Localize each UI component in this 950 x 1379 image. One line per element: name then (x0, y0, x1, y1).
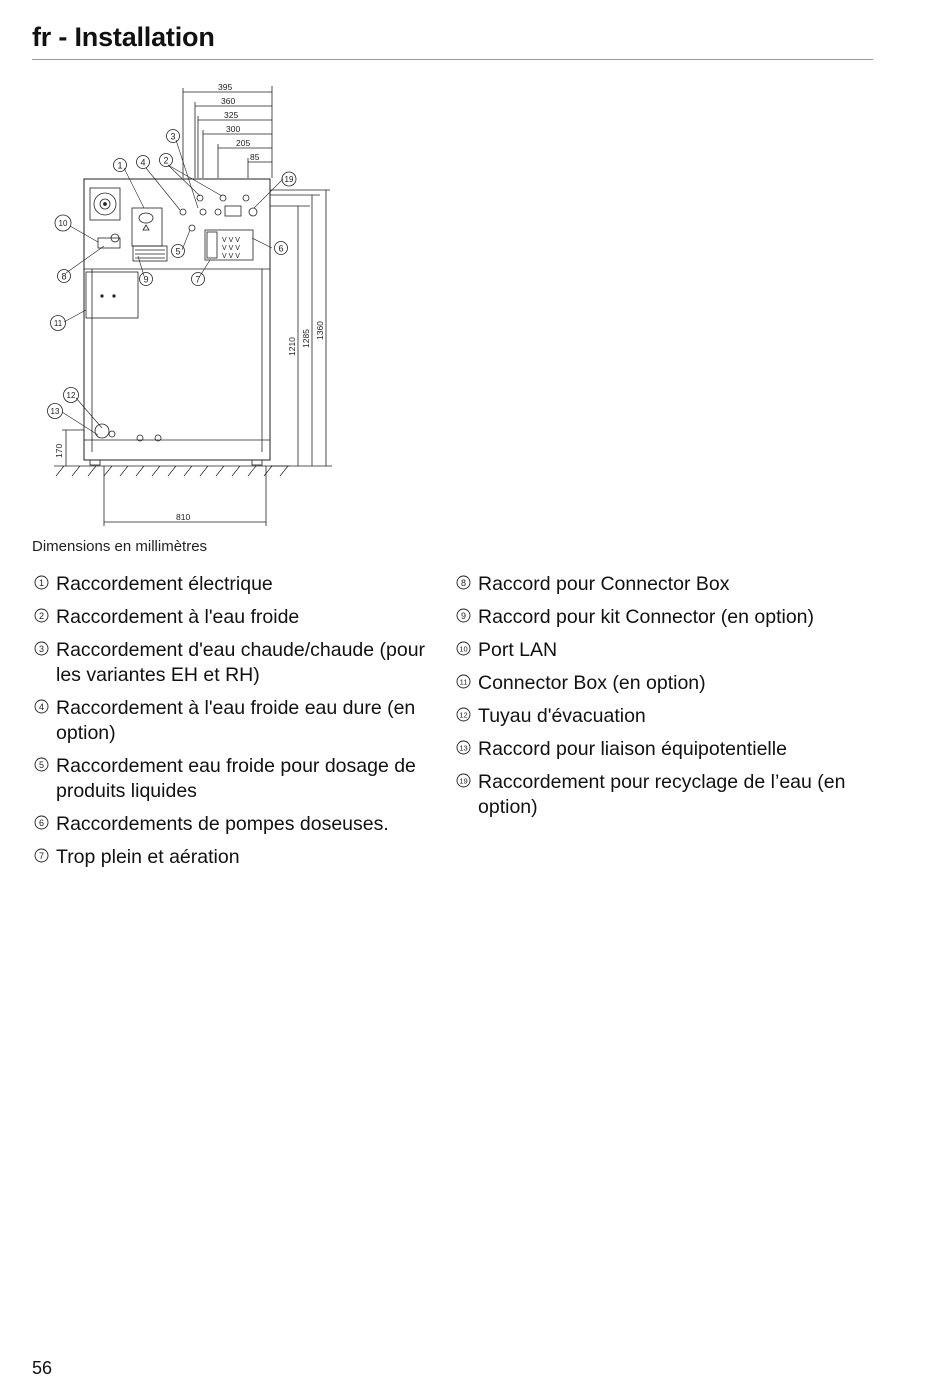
header-rule (32, 59, 873, 60)
legend-item (456, 770, 856, 820)
svg-text:7: 7 (38, 851, 45, 861)
legend-number-11 (456, 674, 473, 689)
legend-text: Raccordement à l'eau froide eau dure (en option) (56, 697, 416, 744)
legend-item (456, 572, 856, 597)
legend-text: Raccordements de pompes doseuses. (56, 813, 389, 835)
legend-text: Raccordement électrique (56, 573, 273, 595)
callout-4 (137, 156, 150, 169)
svg-text:12: 12 (66, 391, 76, 400)
callout-3 (167, 130, 180, 143)
svg-text:11: 11 (459, 677, 468, 687)
callout-6 (275, 242, 288, 255)
legend-number-7 (34, 848, 51, 863)
callout-19 (282, 172, 296, 186)
legend-number-9 (456, 608, 473, 623)
legend-number-8 (456, 575, 473, 590)
callout-7 (192, 273, 205, 286)
legend-text: Raccord pour kit Connector (en option) (478, 606, 815, 628)
legend-number-3 (34, 641, 51, 656)
legend-text: Raccordement eau froide pour dosage de produits liquides (56, 755, 416, 802)
legend-text: Tuyau d'évacuation (478, 705, 646, 727)
callout-1 (114, 159, 127, 172)
svg-text:V V V: V V V (222, 253, 240, 260)
legend-item (34, 812, 434, 837)
legend-item (456, 737, 856, 762)
page-number: 56 (32, 1358, 53, 1378)
svg-text:6: 6 (278, 243, 284, 254)
legend-number-10 (456, 641, 473, 656)
dim-325: 325 (224, 110, 239, 120)
legend-item (34, 605, 434, 630)
page-title: fr - Installation (32, 22, 215, 52)
svg-text:3: 3 (38, 644, 45, 654)
legend-text: Raccordement d'eau chaude/chaude (pour les variantes EH et RH) (56, 639, 426, 686)
dim-395: 395 (218, 82, 233, 92)
svg-text:13: 13 (50, 407, 60, 416)
svg-text:1: 1 (117, 160, 123, 171)
dim-300: 300 (226, 124, 241, 134)
dim-1360: 1360 (315, 321, 325, 340)
dim-1285: 1285 (301, 329, 311, 348)
callout-9 (140, 273, 153, 286)
svg-text:19: 19 (284, 175, 294, 184)
svg-text:8: 8 (61, 271, 67, 282)
svg-text:5: 5 (175, 246, 181, 257)
svg-text:10: 10 (459, 644, 468, 654)
callout-13 (48, 404, 63, 419)
legend-number-2 (34, 608, 51, 623)
callout-10 (55, 215, 71, 231)
svg-text:5: 5 (38, 760, 45, 770)
legend-text: Trop plein et aération (56, 846, 240, 868)
legend-item (34, 754, 434, 804)
legend-item (34, 572, 434, 597)
legend-number-6 (34, 815, 51, 830)
dim-205: 205 (236, 138, 251, 148)
svg-text:12: 12 (459, 710, 468, 720)
svg-text:19: 19 (459, 776, 468, 786)
legend-text: Raccordement à l'eau froide (56, 606, 300, 628)
legend-text: Port LAN (478, 639, 558, 661)
svg-text:V V V: V V V (222, 245, 240, 252)
svg-text:10: 10 (58, 219, 68, 228)
dim-1210: 1210 (287, 337, 297, 356)
svg-text:3: 3 (170, 131, 176, 142)
legend-text: Raccord pour liaison équipotentielle (478, 738, 787, 760)
callout-8 (58, 270, 71, 283)
legend-text: Raccordement pour recyclage de l’eau (en option) (478, 771, 846, 818)
legend-number-13 (456, 740, 473, 755)
figure-caption: Dimensions en millimètres (32, 538, 208, 555)
svg-text:7: 7 (195, 274, 201, 285)
svg-text:8: 8 (460, 578, 467, 588)
legend-text: Connector Box (en option) (478, 672, 706, 694)
legend-item (456, 605, 856, 630)
dim-170: 170 (54, 443, 64, 458)
svg-text:6: 6 (38, 818, 45, 828)
legend-item (34, 845, 434, 870)
legend-list-right (456, 572, 856, 828)
legend-number-19 (456, 773, 473, 788)
svg-text:11: 11 (53, 319, 63, 328)
svg-text:13: 13 (459, 743, 468, 753)
svg-text:2: 2 (163, 155, 169, 166)
legend-number-4 (34, 699, 51, 714)
callout-12 (64, 388, 79, 403)
callout-5 (172, 245, 185, 258)
legend-text: Raccord pour Connector Box (478, 573, 730, 595)
page-header (32, 22, 873, 60)
dim-810: 810 (176, 512, 191, 522)
legend-number-5 (34, 757, 51, 772)
svg-text:4: 4 (140, 157, 146, 168)
svg-text:9: 9 (460, 611, 467, 621)
legend-list-left (34, 572, 434, 878)
svg-text:9: 9 (143, 274, 149, 285)
legend-number-12 (456, 707, 473, 722)
callout-2 (160, 154, 173, 167)
legend-number-1 (34, 575, 51, 590)
legend-item (456, 671, 856, 696)
callout-11 (51, 316, 66, 331)
installation-dimension-drawing (40, 78, 340, 528)
svg-text:1: 1 (38, 578, 45, 588)
legend-item (34, 696, 434, 746)
svg-text:2: 2 (38, 611, 45, 621)
dim-360: 360 (221, 96, 236, 106)
dim-85: 85 (250, 152, 260, 162)
svg-text:V V V: V V V (222, 237, 240, 244)
legend-item (456, 704, 856, 729)
legend-item (456, 638, 856, 663)
legend-item (34, 638, 434, 688)
svg-text:4: 4 (38, 702, 45, 712)
